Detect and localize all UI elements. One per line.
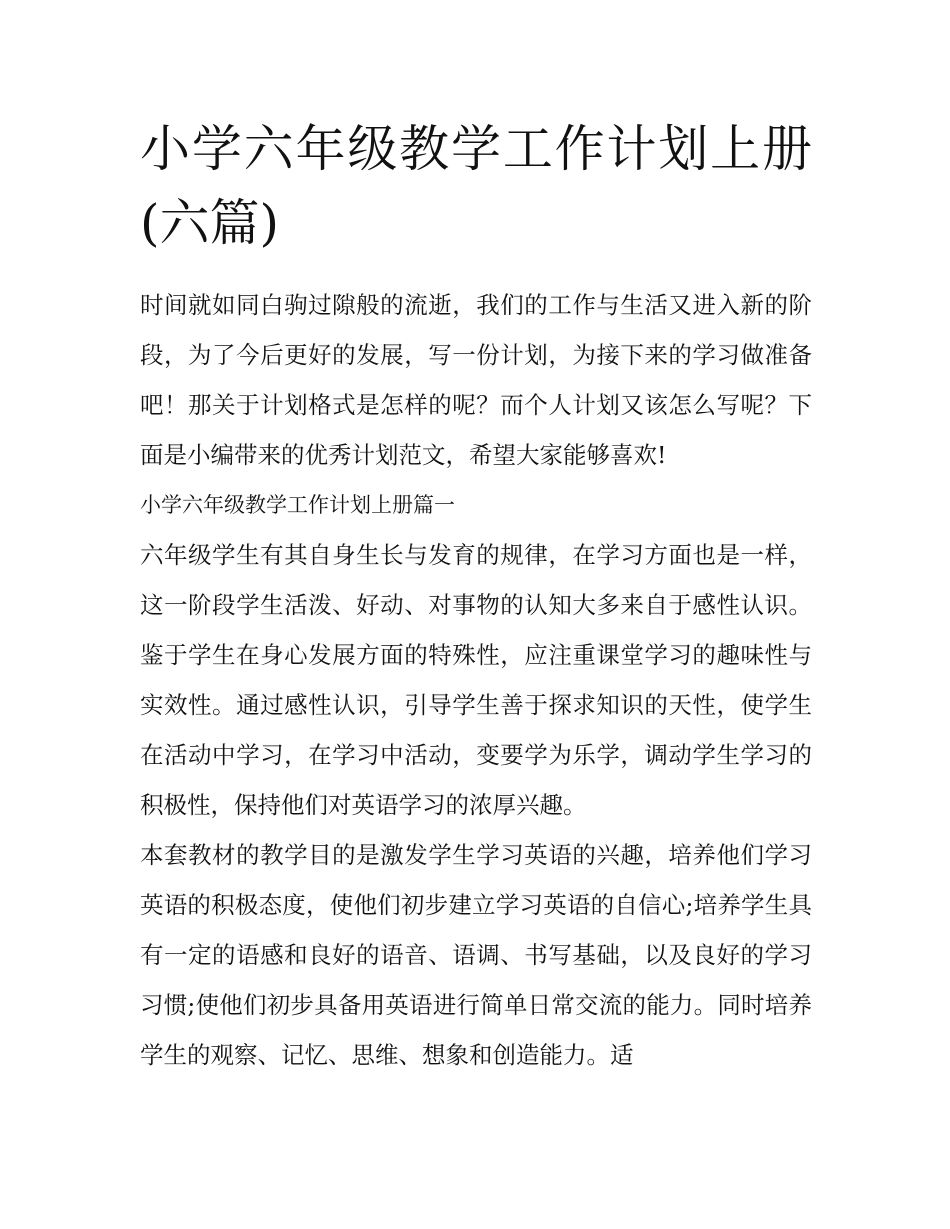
document-paragraphs (140, 280, 812, 1080)
body-paragraph: 六年级学生有其自身生长与发育的规律，在学习方面也是一样，这一阶段学生活泼、好动、对事物的认知大多来自于感性认识。鉴于学生在身心发展方面的特殊性，应注重课堂学习的趣味性与实效性。通过感性认识，引导学生善于探求知识的天性，使学生在活动中学习，在学习中活动，变要学为乐学，调动学生学习的积极性，保持他们对英语学习的浓厚兴趣。 (140, 541, 812, 819)
document-title: 小学六年级教学工作计划上册(六篇) (140, 120, 812, 252)
body-paragraph: 本套教材的教学目的是激发学生学习英语的兴趣，培养他们学习英语的积极态度，使他们初步建立学习英语的自信心;培养学生具有一定的语感和良好的语音、语调、书写基础，以及良好的学习习惯;使他们初步具备用英语进行简单日常交流的能力。同时培养学生的观察、记忆、思维、想象和创造能力。适 (140, 841, 812, 1069)
intro-paragraph: 时间就如同白驹过隙般的流逝，我们的工作与生活又进入新的阶段，为了今后更好的发展，写一份计划，为接下来的学习做准备吧！那关于计划格式是怎样的呢？而个人计划又该怎么写呢？下面是小编带来的优秀计划范文，希望大家能够喜欢! (140, 291, 812, 469)
document-body (140, 112, 812, 1080)
section-heading: 小学六年级教学工作计划上册篇一 (140, 493, 455, 517)
